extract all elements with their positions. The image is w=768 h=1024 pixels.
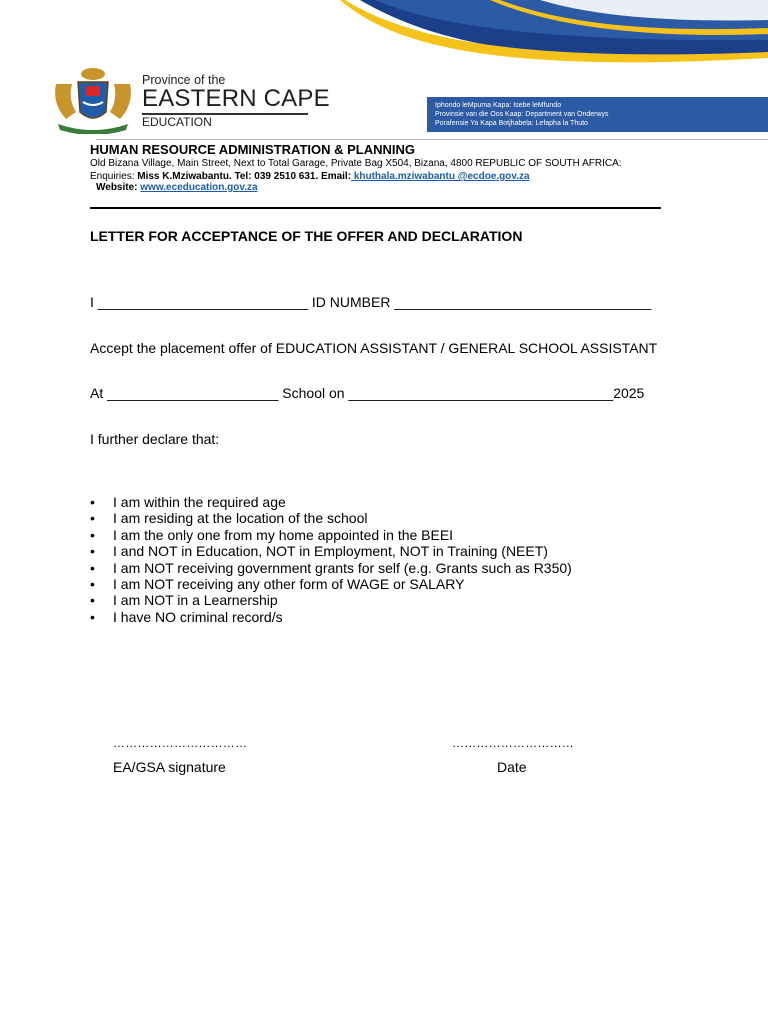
letter-title: LETTER FOR ACCEPTANCE OF THE OFFER AND DECLARATION [90,228,523,244]
banner-line: Porafensie Ya Kapa Botjhabela: Lefapha la Thuto [435,120,588,127]
declare-intro: I further declare that: [90,431,220,447]
list-item: • I am the only one from my home appointed in the BEEI [90,526,454,543]
accept-offer-line: Accept the placement offer of EDUCATION ASSISTANT / GENERAL SCHOOL ASSISTANT [90,340,658,356]
bullet-icon: • [90,592,95,609]
enquiries-line [90,171,530,182]
name-id-line: I ___________________________ ID NUMBER _________________________________ [90,294,652,310]
department-name: EDUCATION [142,115,212,129]
website-label: Website: [96,182,141,193]
banner-line: Provinsie van die Oos Kaap: Department van Onderwys [435,111,609,118]
banner-line: Iphondo leMpuma Kapa: Isebe leMfundo [435,102,562,109]
province-name: EASTERN CAPE [142,85,330,112]
date-dots: ………………………… [452,736,574,750]
date-label: Date [497,759,527,775]
language-banner [427,97,768,132]
enquiries-value: Miss K.Mziwabantu. Tel: 039 2510 631. Email: [137,171,352,182]
bullet-icon: • [90,559,95,576]
office-address: Old Bizana Village, Main Street, Next to Total Garage, Private Bag X504, Bizana, 4800 REPUBLIC OF SOUTH AFRICA: [90,158,622,169]
email-link[interactable]: khuthala.mziwabantu @ecdoe.gov.za [351,171,530,182]
section-divider [90,207,661,209]
bullet-icon: • [90,576,95,593]
bullet-icon: • [90,543,95,560]
enquiries-label: Enquiries: [90,171,138,182]
list-item: • I am NOT in a Learnership [90,592,278,609]
office-title: HUMAN RESOURCE ADMINISTRATION & PLANNING [90,142,415,157]
coat-of-arms-icon [48,64,138,134]
list-item: • I am residing at the location of the school [90,510,368,527]
list-item: • I am within the required age [90,494,286,510]
declaration-list [90,494,572,625]
list-item: • I am NOT receiving any other form of WAGE or SALARY [90,576,465,593]
website-link[interactable]: www.eceducation.gov.za [140,182,258,193]
bullet-icon: • [90,510,95,527]
list-item: • I am NOT receiving government grants for self (e.g. Grants such as R350) [90,559,572,576]
list-item: • I and NOT in Education, NOT in Employment, NOT in Training (NEET) [90,543,548,560]
school-date-line: At ______________________ School on __________________________________2025 [90,385,645,401]
website-line [96,182,258,193]
signature-dots: …………………………… [113,736,248,750]
list-item: • I have NO criminal record/s [90,608,283,625]
bullet-icon: • [90,526,95,543]
signature-label: EA/GSA signature [113,759,226,775]
province-of-label: Province of the [142,73,226,87]
bullet-icon: • [90,494,95,510]
bullet-icon: • [90,608,95,625]
header-divider [96,139,768,140]
